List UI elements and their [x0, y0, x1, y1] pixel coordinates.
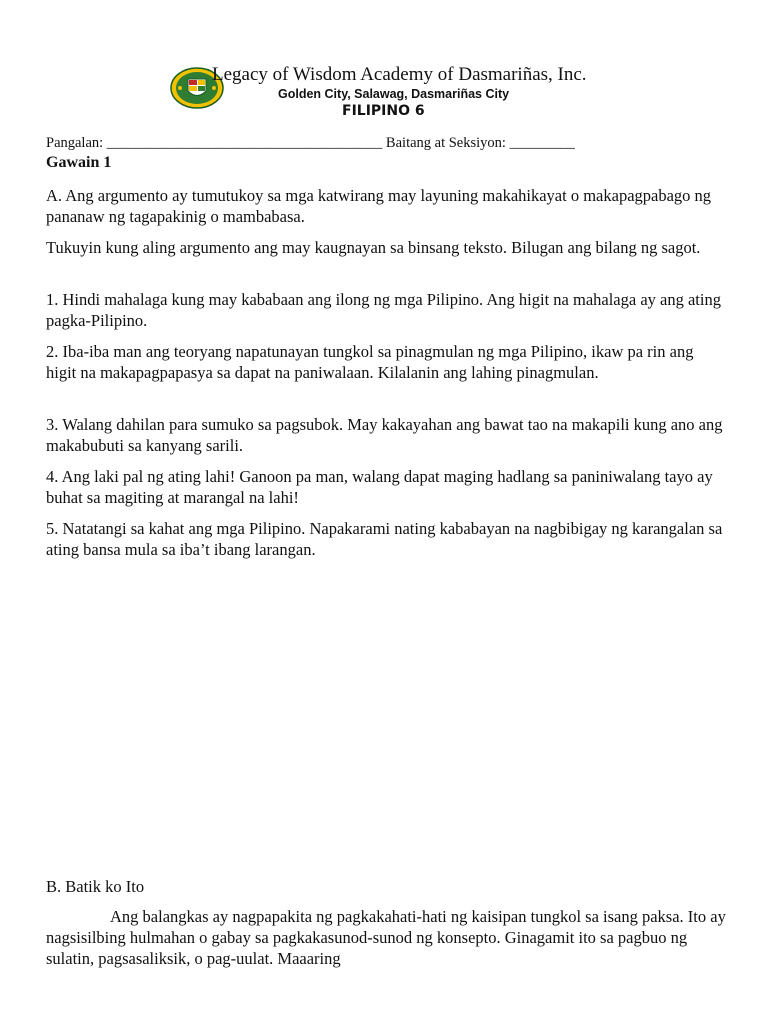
- part-b-text: Ang balangkas ay nagpapakita ng pagkakahati-hati ng kaisipan tungkol sa isang paksa. Ito ay nagsisilbing hulmahan o gabay sa pagkakasunod-sunod ng konsepto. Ginagamit ito sa pagbuo ng sulatin, pagsasaliksik, o pag-uulat. Maaaring: [46, 907, 726, 968]
- list-item: 1. Hindi mahalaga kung may kababaan ang ilong ng mga Pilipino. Ang higit na mahalaga ay ang ating pagka-Pilipino.: [46, 290, 721, 330]
- list-item: 2. Iba-iba man ang teoryang napatunayan tungkol sa pinagmulan ng mga Pilipino, ikaw pa rin ang higit na makapagpapasya sa dapat na paniwalaan. Kilalanin ang lahing pinagmulan.: [46, 342, 694, 382]
- list-item: 4. Ang laki pal ng ating lahi! Ganoon pa man, walang dapat maging hadlang sa paniniwalang tayo ay buhat sa magiting at marangal na lahi!: [46, 467, 713, 507]
- activity-title: Gawain 1: [46, 154, 112, 171]
- part-a-intro: A. Ang argumento ay tumutukoy sa mga katwirang may layuning makahikayat o makapagpabago ng pananaw ng tagapakinig o mambabasa.: [46, 186, 712, 226]
- subject-title: FILIPINO 6: [342, 103, 425, 119]
- list-item: 5. Natatangi sa kahat ang mga Pilipino. Napakarami nating kababayan na nagbibigay ng karangalan sa ating bansa mula sa iba’t ibang larangan.: [46, 519, 723, 559]
- name-section-line: Pangalan: ______________________________________ Baitang at Seksiyon: _________: [46, 135, 575, 151]
- school-address: Golden City, Salawag, Dasmariñas City: [278, 87, 510, 101]
- list-item: 3. Walang dahilan para sumuko sa pagsubok. May kakayahan ang bawat tao na makapili kung ano ang makabubuti sa kanyang sarili.: [46, 415, 723, 455]
- school-name: Legacy of Wisdom Academy of Dasmariñas, Inc.: [212, 64, 587, 85]
- part-b-title: B. Batik ko Ito: [46, 877, 145, 896]
- instruction-text: Tukuyin kung aling argumento ang may kaugnayan sa binsang teksto. Bilugan ang bilang ng sagot.: [46, 238, 701, 257]
